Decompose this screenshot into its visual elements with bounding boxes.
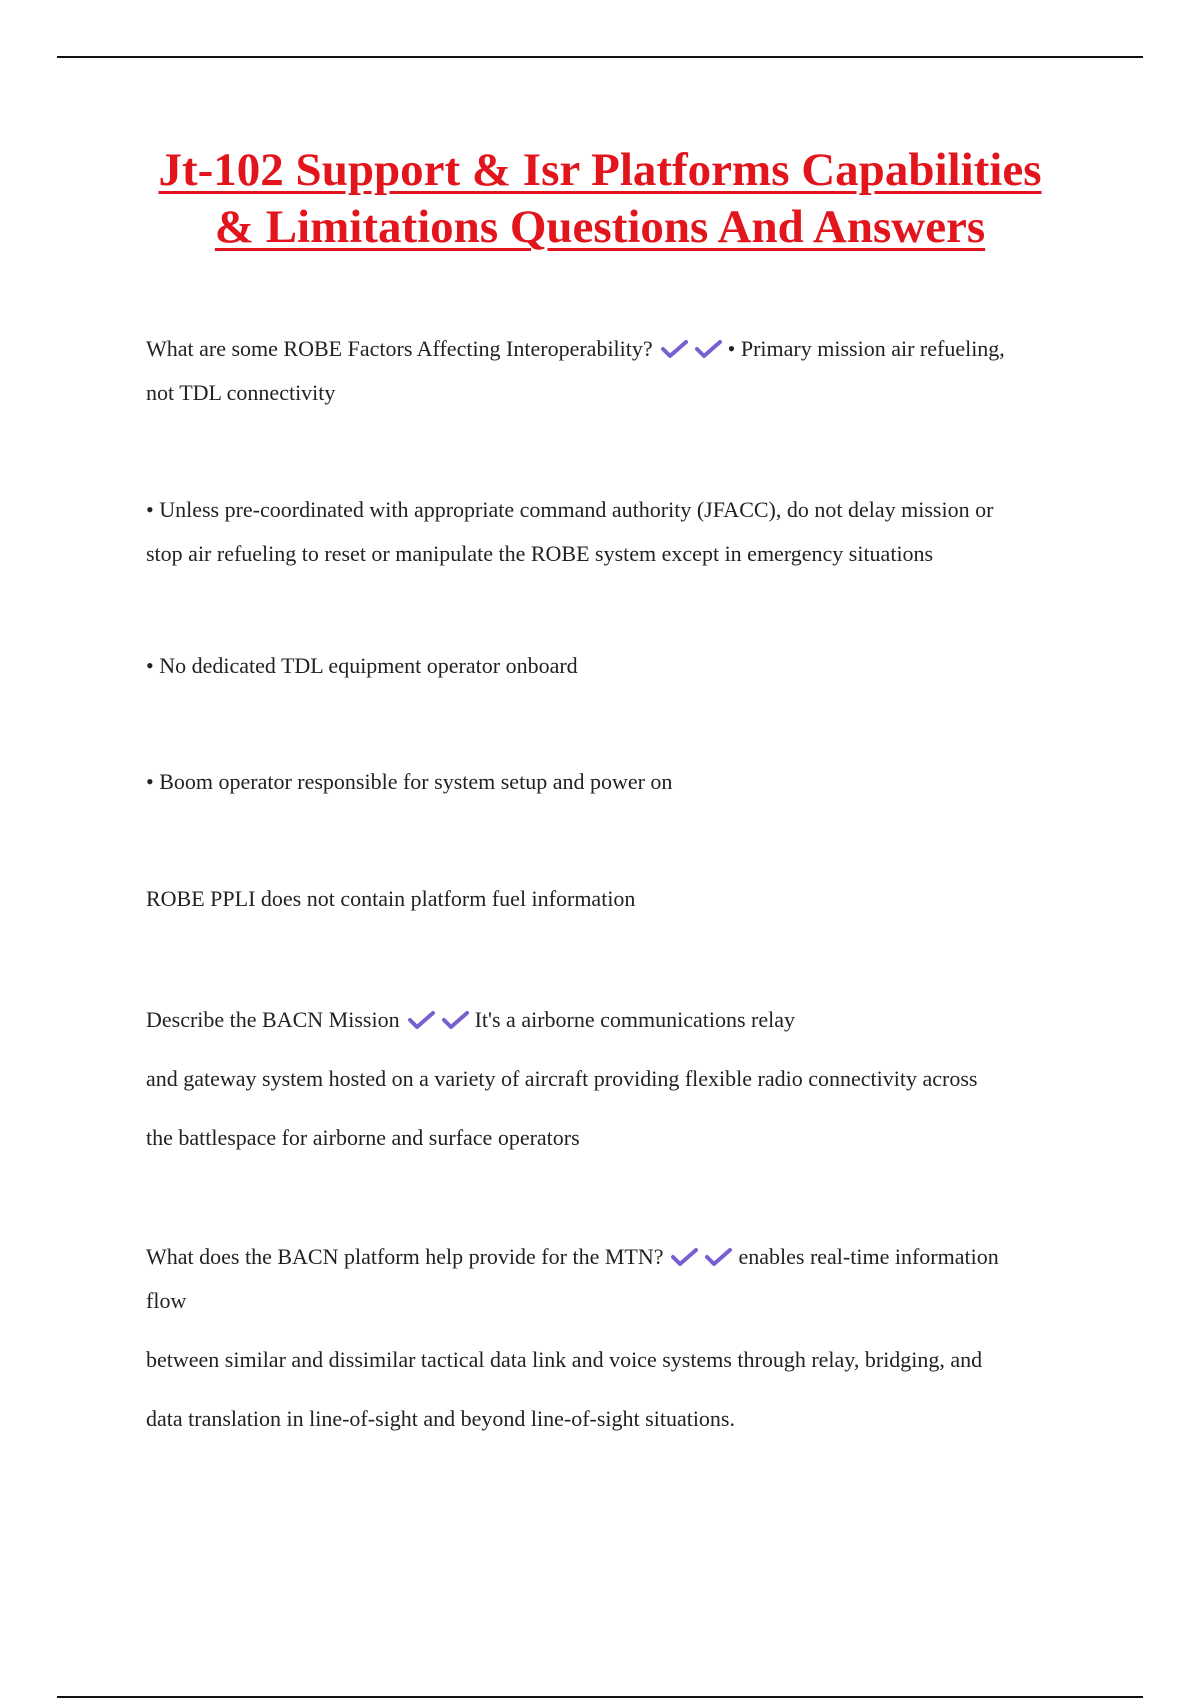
answer-continuation: the battlespace for airborne and surface operators	[146, 1125, 580, 1150]
document-title	[100, 142, 1100, 256]
paragraph-line: • Boom operator responsible for system setup and power on	[146, 769, 673, 794]
question-text: What are some ROBE Factors Affecting Interoperability?	[146, 336, 653, 361]
paragraph-line: stop air refueling to reset or manipulate the ROBE system except in emergency situations	[146, 541, 934, 566]
check-icon	[705, 1247, 732, 1267]
qa-robe-factors	[146, 327, 1096, 415]
paragraph-line: ROBE PPLI does not contain platform fuel information	[146, 886, 636, 911]
qa-line	[146, 990, 1096, 1049]
robe-ppli-paragraph	[146, 877, 1096, 921]
answer-text: It's a airborne communications relay	[474, 1007, 796, 1032]
check-icon	[695, 339, 722, 359]
top-rule	[57, 56, 1143, 58]
robe-unless-paragraph	[146, 488, 1096, 576]
qa-bacn-mission	[146, 990, 1096, 1167]
answer-text: enables real-time information	[738, 1244, 999, 1269]
paragraph-line: • Unless pre-coordinated with appropriate command authority (JFACC), do not delay mission or	[146, 497, 994, 522]
qa-line	[146, 327, 1096, 371]
answer-continuation: between similar and dissimilar tactical data link and voice systems through relay, bridging, and	[146, 1347, 983, 1372]
qa-bacn-mtn-continued	[146, 1330, 1096, 1448]
title-line-2: & Limitations Questions And Answers	[214, 201, 986, 253]
answer-continuation: and gateway system hosted on a variety of aircraft providing flexible radio connectivity across	[146, 1066, 978, 1091]
check-icon	[408, 1010, 435, 1030]
answer-text: • Primary mission air refueling,	[727, 336, 1005, 361]
answer-continuation: not TDL connectivity	[146, 380, 336, 405]
robe-no-operator-paragraph	[146, 644, 1096, 688]
answer-continuation: flow	[146, 1288, 187, 1313]
paragraph-line: • No dedicated TDL equipment operator onboard	[146, 653, 578, 678]
robe-boom-operator-paragraph	[146, 760, 1096, 804]
check-icon	[671, 1247, 698, 1267]
qa-bacn-mtn	[146, 1235, 1096, 1323]
title-line-1: Jt-102 Support & Isr Platforms Capabilities	[158, 144, 1042, 196]
answer-continuation: data translation in line-of-sight and beyond line-of-sight situations.	[146, 1406, 735, 1431]
check-icon	[442, 1010, 469, 1030]
qa-line	[146, 1235, 1096, 1279]
question-text: What does the BACN platform help provide for the MTN?	[146, 1244, 664, 1269]
question-text: Describe the BACN Mission	[146, 1007, 400, 1032]
bottom-rule	[57, 1696, 1143, 1698]
check-icon	[661, 339, 688, 359]
